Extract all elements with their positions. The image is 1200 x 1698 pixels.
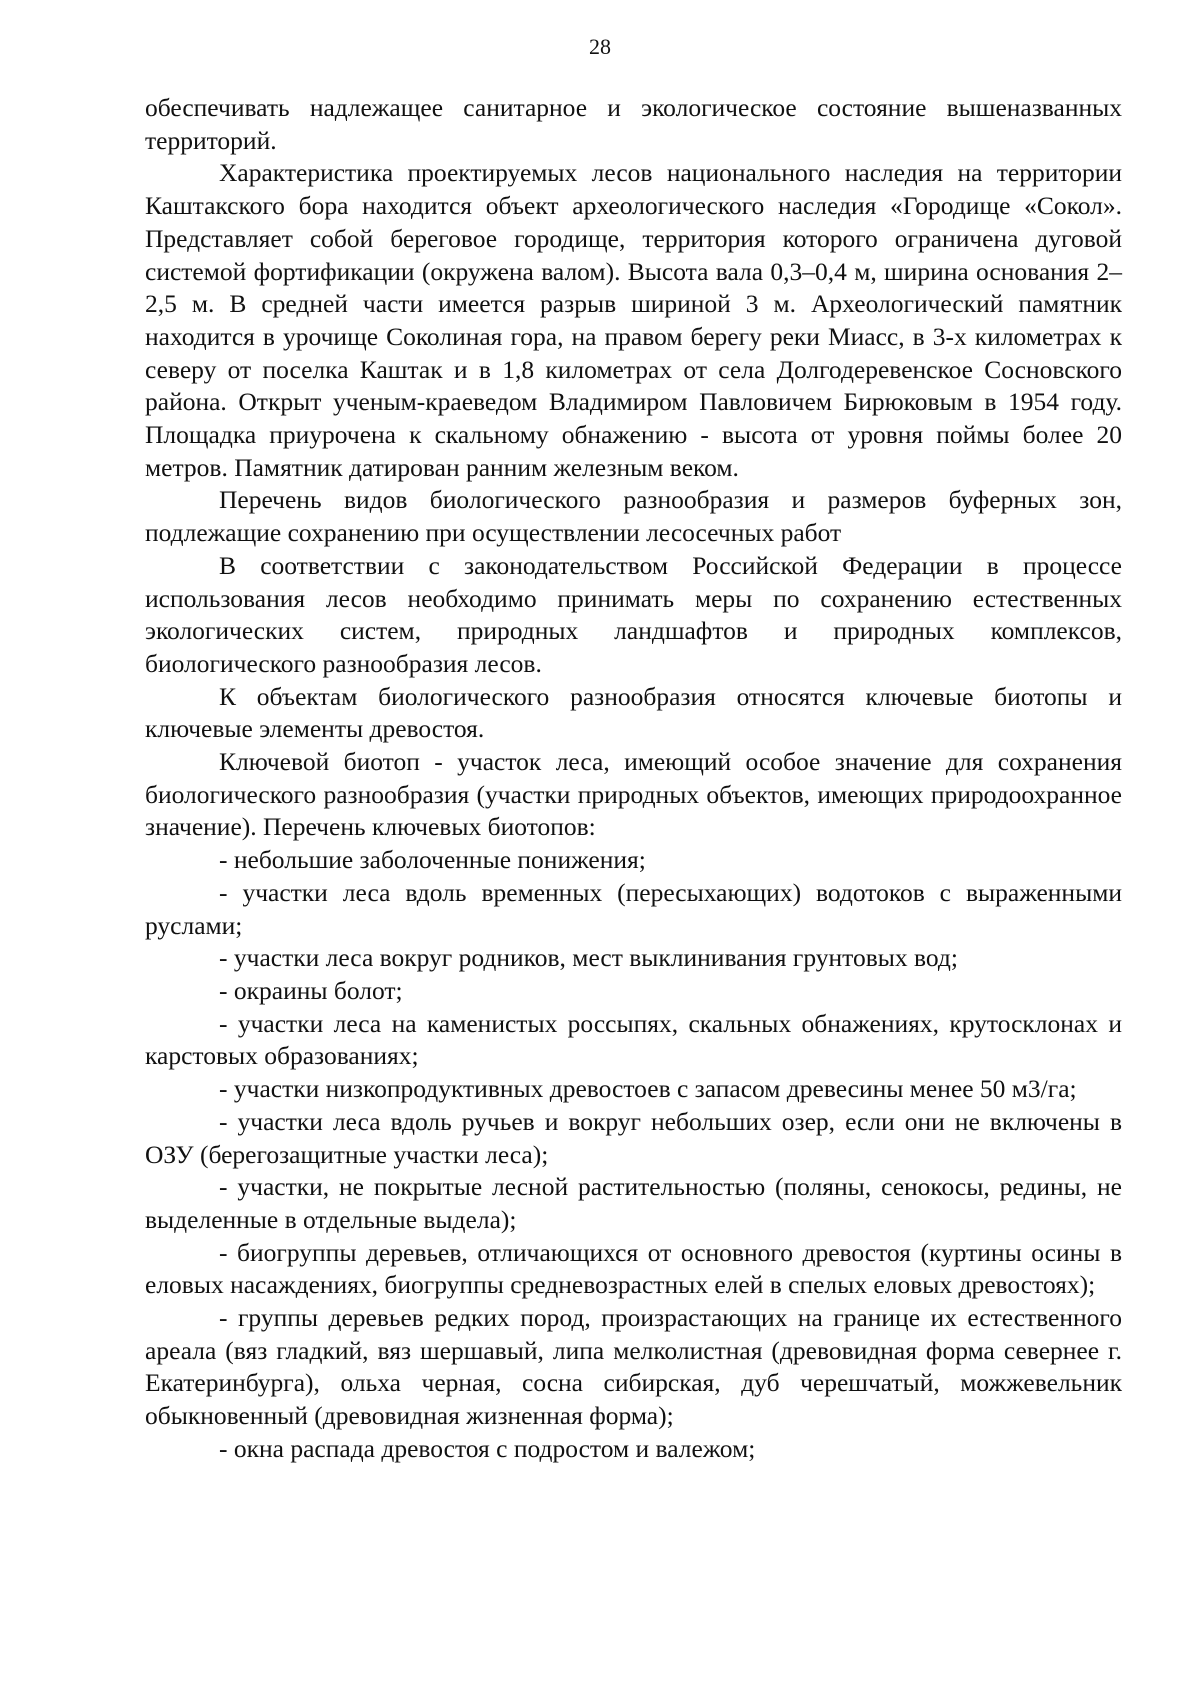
- list-item: - группы деревьев редких пород, произрастающих на границе их естественного ареала (вяз гладкий, вяз шершавый, липа мелколистная (древовидная форма севернее г. Екатеринбурга), ольха черная, сосна сибирская, дуб черешчатый, можжевельник обыкновенный (древовидная жизненная форма);: [145, 1303, 1122, 1431]
- paragraph-key-biotope-definition: Ключевой биотоп - участок леса, имеющий особое значение для сохранения биологического разнообразия (участки природных объектов, имеющих природоохранное значение). Перечень ключевых биотопов:: [145, 747, 1122, 842]
- paragraph-biodiversity-objects: К объектам биологического разнообразия относятся ключевые биотопы и ключевые элементы древостоя.: [145, 681, 1122, 744]
- list-item: - участки леса на каменистых россыпях, скальных обнажениях, крутосклонах и карстовых образованиях;: [145, 1008, 1122, 1071]
- list-item: - биогруппы деревьев, отличающихся от основного древостоя (куртины осины в еловых насаждениях, биогруппы средневозрастных елей в спелых еловых древостоях);: [145, 1237, 1122, 1300]
- list-item: - небольшие заболоченные понижения;: [219, 845, 646, 875]
- document-body: [145, 92, 1122, 1466]
- list-item: - участки, не покрытые лесной растительностью (поляны, сенокосы, редины, не выделенные в отдельные выдела);: [145, 1172, 1122, 1234]
- list-item: - участки леса вдоль временных (пересыхающих) водотоков с выраженными руслами;: [145, 877, 1122, 940]
- paragraph-biodiversity-heading: Перечень видов биологического разнообразия и размеров буферных зон, подлежащие сохранению при осуществлении лесосечных работ: [145, 485, 1122, 548]
- list-item: - участки низкопродуктивных древостоев с запасом древесины менее 50 м3/га;: [219, 1074, 1077, 1104]
- paragraph-legislation: В соответствии с законодательством Российской Федерации в процессе использования лесов необходимо принимать меры по сохранению естественных экологических систем, природных ландшафтов и природных комплексов, биологического разнообразия лесов.: [145, 550, 1122, 678]
- list-item: - окна распада древостоя с подростом и валежом;: [219, 1433, 756, 1463]
- page-number: 28: [589, 34, 611, 59]
- list-item: - участки леса вокруг родников, мест выклинивания грунтовых вод;: [219, 943, 958, 973]
- list-item: - окраины болот;: [219, 975, 403, 1005]
- list-item: - участки леса вдоль ручьев и вокруг небольших озер, если они не включены в ОЗУ (берегозащитные участки леса);: [145, 1106, 1122, 1169]
- paragraph-heritage-description: Характеристика проектируемых лесов национального наследия на территории Каштакского бора находится объект археологического наследия «Городище «Сокол». Представляет собой береговое городище, территория которого ограничена дуговой системой фортификации (окружена валом). Высота вала 0,3–0,4 м, ширина основания 2–2,5 м. В средней части имеется разрыв шириной 3 м. Археологический памятник находится в урочище Соколиная гора, на правом берегу реки Миасс, в 3-х километрах к северу от поселка Каштак и в 1,8 километрах от села Долгодеревенское Сосновского района. Открыт ученым-краеведом Владимиром Павловичем Бирюковым в 1954 году. Площадка приурочена к скальному обнажению - высота от уровня поймы более 20 метров. Памятник датирован ранним железным веком.: [145, 158, 1122, 482]
- paragraph-continuation: обеспечивать надлежащее санитарное и экологическое состояние вышеназванных территорий.: [145, 93, 1122, 155]
